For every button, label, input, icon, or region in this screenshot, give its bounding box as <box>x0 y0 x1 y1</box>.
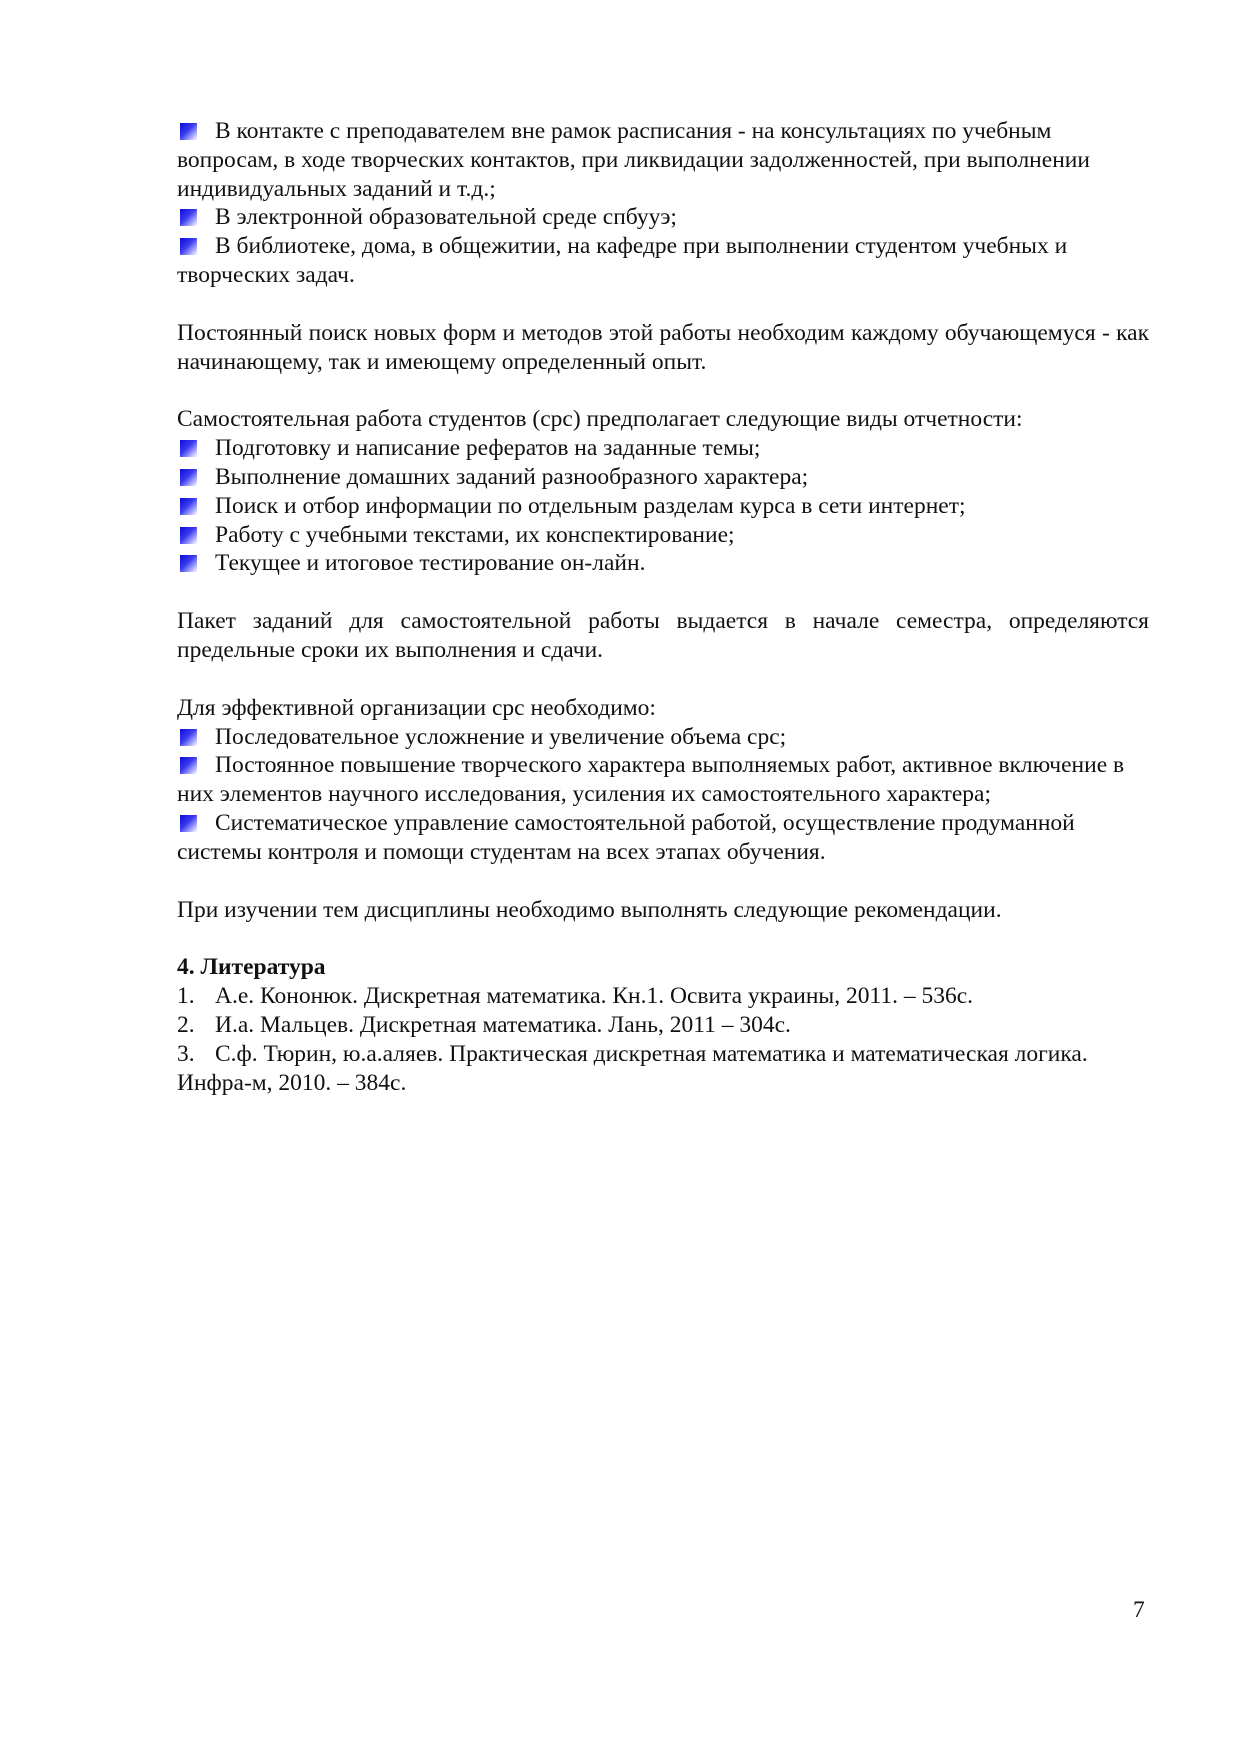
bullet-item <box>177 549 1149 578</box>
square-bullet-icon <box>180 209 197 226</box>
square-bullet-icon <box>180 729 197 746</box>
bullet-text: Постоянное повышение творческого характера выполняемых работ, активное включение в них элементов научного исследования, усиления их самостоятельного характера; <box>177 752 1125 808</box>
bullet-item <box>177 203 1149 232</box>
square-bullet-icon <box>180 815 197 832</box>
bullet-item <box>177 492 1149 521</box>
bullet-text: В электронной образовательной среде спбууэ; <box>215 204 677 231</box>
bullet-text: Систематическое управление самостоятельной работой, осуществление продуманной системы контроля и помощи студентам на всех этапах обучения. <box>177 809 1075 865</box>
paragraph-search: Постоянный поиск новых форм и методов этой работы необходим каждому обучающемуся - как начинающему, так и имеющему определенный опыт. <box>177 319 1149 375</box>
reference-number: 3. <box>177 1040 195 1067</box>
square-bullet-icon <box>180 469 197 486</box>
reference-item <box>177 1011 1149 1040</box>
page-number: 7 <box>1133 1597 1145 1623</box>
reference-number: 1. <box>177 983 195 1010</box>
bullet-item <box>177 723 1149 752</box>
page-content <box>177 117 1149 1097</box>
bullet-text: Текущее и итоговое тестирование он-лайн. <box>215 550 646 577</box>
reference-item <box>177 1040 1149 1098</box>
reference-text: И.а. Мальцев. Дискретная математика. Лань, 2011 – 304с. <box>215 1011 791 1038</box>
bullet-text: В контакте с преподавателем вне рамок расписания - на консультациях по учебным вопросам, в ходе творческих контактов, при ликвидации задолженностей, при выполнении индивидуальных заданий и т.д.; <box>177 118 1090 202</box>
reference-text: А.е. Кононюк. Дискретная математика. Кн.1. Освита украины, 2011. – 536с. <box>215 983 974 1010</box>
reporting-intro: Самостоятельная работа студентов (срс) предполагает следующие виды отчетности: <box>177 406 1023 433</box>
bullet-text: В библиотеке, дома, в общежитии, на кафедре при выполнении студентом учебных и творческих задач. <box>177 233 1068 288</box>
bullet-item <box>177 809 1149 867</box>
square-bullet-icon <box>180 498 197 515</box>
bullet-item <box>177 117 1149 203</box>
bullet-text: Подготовку и написание рефератов на заданные темы; <box>215 435 761 462</box>
square-bullet-icon <box>180 527 197 544</box>
square-bullet-icon <box>180 123 197 140</box>
bullet-text: Поиск и отбор информации по отдельным разделам курса в сети интернет; <box>215 492 966 519</box>
bullet-item <box>177 434 1149 463</box>
literature-heading: 4. Литература <box>177 954 326 981</box>
reference-text: С.ф. Тюрин, ю.а.аляев. Практическая дискретная математика и математическая логика. Инфра-м, 2010. – 384с. <box>177 1040 1088 1096</box>
square-bullet-icon <box>180 757 197 774</box>
bullet-text: Последовательное усложнение и увеличение объема срс; <box>215 723 787 750</box>
organization-intro: Для эффективной организации срс необходимо: <box>177 694 656 721</box>
square-bullet-icon <box>180 238 197 255</box>
reference-item <box>177 982 1149 1011</box>
bullet-item <box>177 463 1149 492</box>
square-bullet-icon <box>180 440 197 457</box>
bullet-text: Выполнение домашних заданий разнообразного характера; <box>215 463 809 490</box>
paragraph-recommend: При изучении тем дисциплины необходимо выполнять следующие рекомендации. <box>177 896 1002 923</box>
square-bullet-icon <box>180 555 197 572</box>
bullet-item <box>177 232 1149 290</box>
bullet-item <box>177 521 1149 550</box>
reference-number: 2. <box>177 1011 195 1038</box>
bullet-text: Работу с учебными текстами, их конспектирование; <box>215 521 735 548</box>
paragraph-package: Пакет заданий для самостоятельной работы выдается в начале семестра, определяются предельные сроки их выполнения и сдачи. <box>177 608 1149 663</box>
bullet-item <box>177 751 1149 809</box>
